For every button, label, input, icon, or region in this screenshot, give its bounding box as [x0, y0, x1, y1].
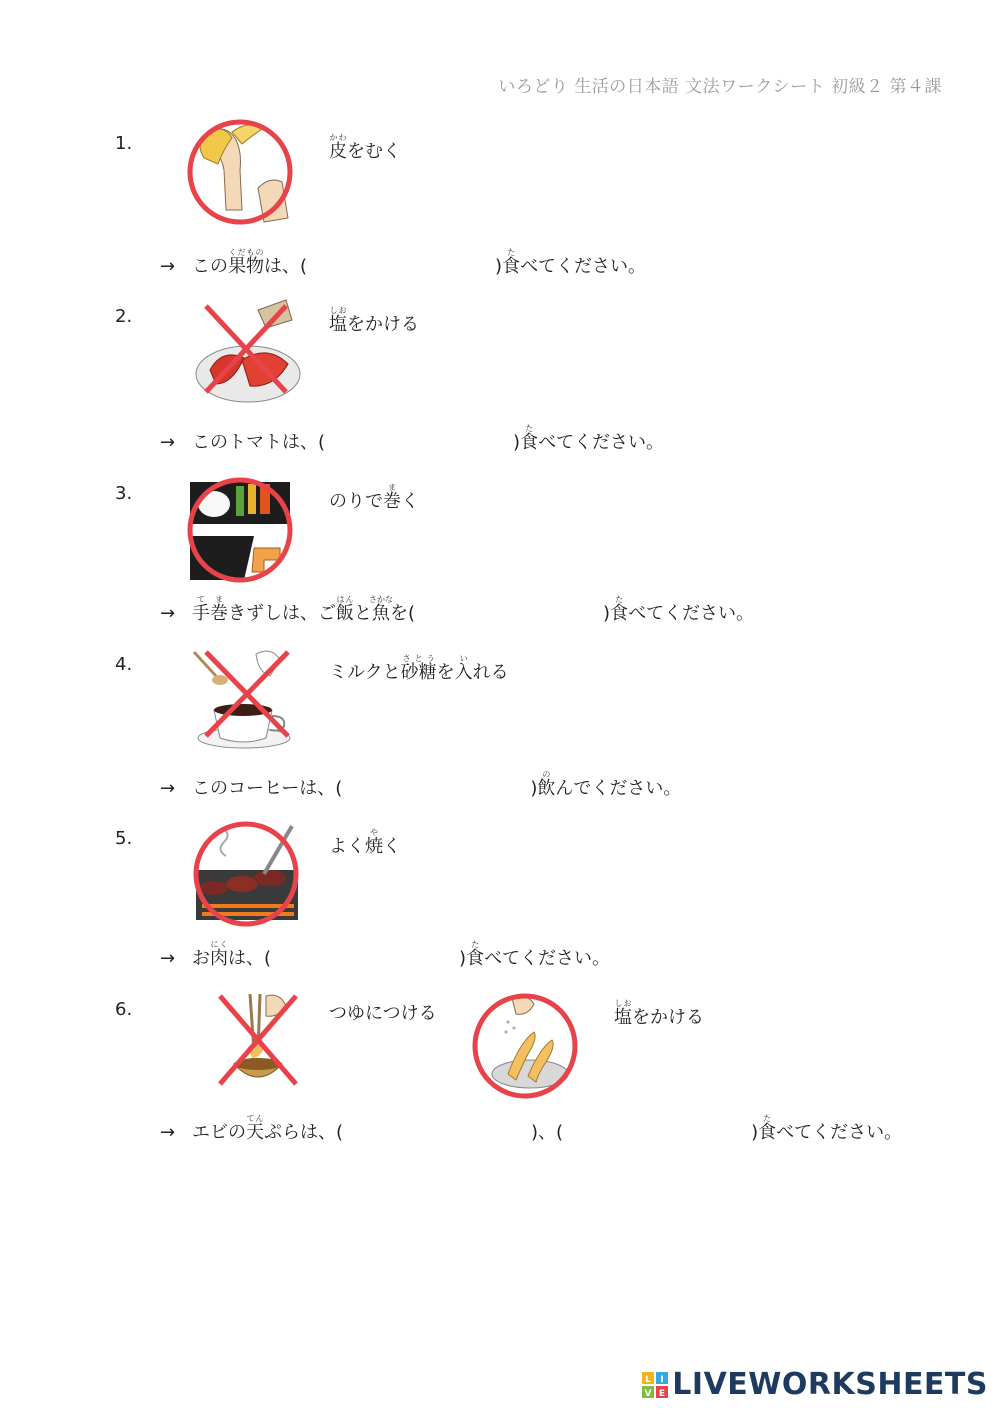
answer-line-6: → エビの天てんぷらは、( )、( )食たべてください。	[160, 1114, 903, 1143]
answer-blank-5[interactable]	[271, 948, 459, 970]
grilling-meat-icon	[192, 820, 304, 928]
answer-line-1: → この果物くだものは、( )食たべてください。	[160, 248, 647, 277]
answer-blank-3[interactable]	[415, 603, 603, 625]
verb-6b: 塩しおをかける	[614, 999, 704, 1028]
arrow-icon: →	[160, 778, 176, 799]
peeling-banana-icon	[184, 118, 296, 226]
answer-line-2: → このトマトは、( )食たべてください。	[160, 424, 665, 453]
dipping-tempura-icon	[214, 992, 304, 1088]
verb-1: 皮かわをむく	[329, 133, 401, 162]
svg-text:V: V	[644, 1388, 652, 1398]
coffee-milk-sugar-icon	[192, 646, 304, 754]
answer-blank-6a[interactable]	[343, 1122, 531, 1144]
answer-blank-6b[interactable]	[563, 1122, 751, 1144]
worksheet-header: いろどり 生活の日本語 文法ワークシート 初級２ 第４課	[498, 77, 942, 97]
svg-text:I: I	[660, 1374, 664, 1385]
arrow-icon: →	[160, 1122, 176, 1143]
brand-name: LIVEWORKSHEETS	[672, 1367, 988, 1402]
question-number-2: 2.	[115, 306, 133, 327]
verb-4: ミルクと砂糖さとうを入いれる	[329, 654, 509, 683]
question-number-5: 5.	[115, 828, 133, 849]
hand-rolled-sushi-icon	[184, 476, 296, 584]
svg-text:E: E	[659, 1388, 666, 1398]
question-number-3: 3.	[115, 483, 133, 504]
salting-tomato-icon	[192, 298, 304, 408]
arrow-icon: →	[160, 948, 176, 969]
question-number-6: 6.	[115, 999, 133, 1020]
salting-tempura-icon	[468, 992, 582, 1100]
arrow-icon: →	[160, 256, 176, 277]
answer-line-5: → お肉にくは、( )食たべてください。	[160, 940, 611, 969]
question-number-1: 1.	[115, 133, 133, 154]
answer-blank-1[interactable]	[307, 256, 495, 278]
verb-5: よく焼やく	[329, 828, 401, 857]
arrow-icon: →	[160, 603, 176, 624]
svg-text:L: L	[645, 1374, 652, 1385]
verb-2: 塩しおをかける	[329, 306, 419, 335]
answer-blank-2[interactable]	[325, 432, 513, 454]
liveworksheets-logo	[642, 1367, 988, 1402]
question-number-4: 4.	[115, 654, 133, 675]
lw-logo-icon	[642, 1372, 668, 1398]
answer-line-4: → このコーヒーは、( )飲のんでください。	[160, 770, 682, 799]
answer-blank-4[interactable]	[342, 778, 530, 800]
answer-line-3: → 手て巻まきずしは、ご飯はんと魚さかなを( )食たべてください。	[160, 595, 755, 624]
verb-3: のりで巻まく	[329, 483, 419, 512]
arrow-icon: →	[160, 432, 176, 453]
verb-6a: つゆにつける	[329, 1003, 437, 1024]
